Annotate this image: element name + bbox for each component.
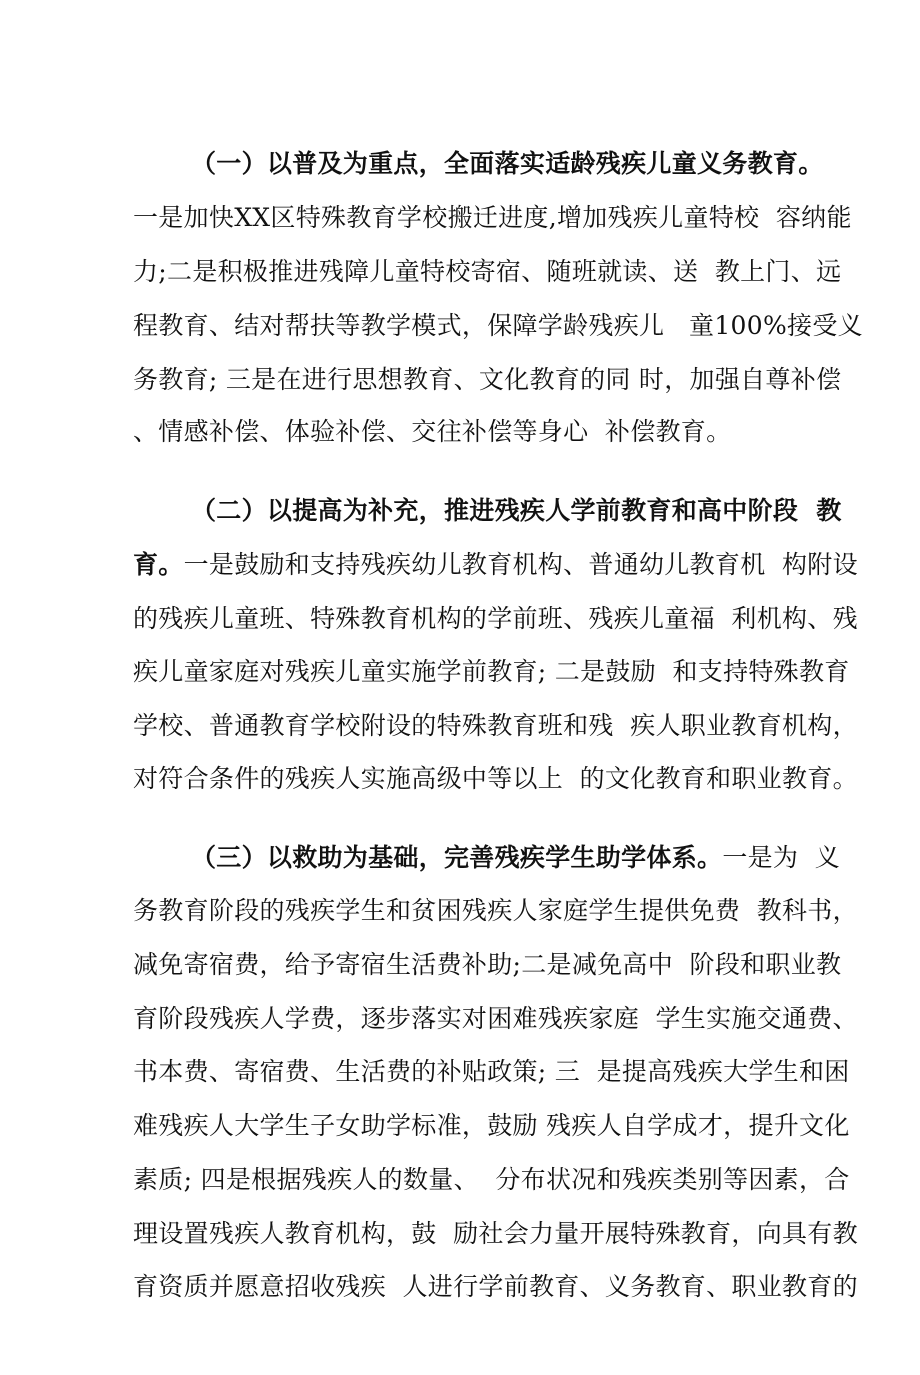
paragraph-text: 的残疾儿童班、特殊教育机构的学前班、残疾儿童福 利机构、残 (133, 604, 858, 633)
paragraph-text: 务教育阶段的残疾学生和贫困残疾人家庭学生提供免费 教科书， (133, 896, 858, 925)
section-heading: （三）以救助为基础，完善残疾学生助学体系。 (191, 843, 723, 872)
paragraph-text: 减免寄宿费，给予寄宿生活费补助;二是减免高中 阶段和职业教 (133, 950, 842, 979)
paragraph-line (100, 606, 850, 686)
paragraph-line (100, 899, 842, 979)
paragraph-text: 一是鼓励和支持残疾幼儿教育机构、普通幼儿教育机 构附设 (183, 550, 858, 579)
paragraph-text: 力;二是积极推进残障儿童特校寄宿、随班就读、送 教上门、远 (133, 257, 842, 286)
paragraph-text: 育资质并愿意招收残疾 人进行学前教育、义务教育、职业教育的 (133, 1272, 858, 1301)
paragraph-line (100, 1114, 850, 1194)
paragraph-text: 育阶段残疾人学费，逐步落实对困难残疾家庭 学生实施交通费、 (133, 1004, 858, 1033)
paragraph-text: 一是为 义 (722, 843, 841, 872)
paragraph-line (100, 845, 858, 925)
paragraph-line (100, 314, 842, 394)
section-3-heading-line (158, 792, 841, 872)
paragraph-text: 、情感补偿、体验补偿、交往补偿等身心 补偿教育。 (133, 417, 732, 446)
section-heading: （二）以提高为补充，推进残疾人学前教育和高中阶段 教 (191, 496, 842, 525)
paragraph-line (100, 1168, 858, 1248)
paragraph-line (100, 660, 858, 740)
paragraph-line (100, 713, 858, 793)
paragraph-text: 务教育; 三是在进行思想教育、文化教育的同 时，加强自尊补偿 (133, 365, 842, 394)
section-2-heading-line (158, 445, 842, 525)
paragraph-line (100, 152, 852, 232)
paragraph-text: 素质; 四是根据残疾人的数量、 分布状况和残疾类别等因素，合 (133, 1165, 850, 1194)
paragraph-text: 书本费、寄宿费、生活费的补贴政策; 三 是提高残疾大学生和困 (133, 1057, 850, 1086)
paragraph-line (100, 553, 858, 633)
paragraph-text: 疾儿童家庭对残疾儿童实施学前教育; 二是鼓励 和支持特殊教育 (133, 657, 850, 686)
paragraph-line (100, 499, 858, 579)
paragraph-line (100, 1060, 850, 1140)
paragraph-text: 学校、普通教育学校附设的特殊教育班和残 疾人职业教育机构， (133, 711, 858, 740)
paragraph-text: 理设置残疾人教育机构，鼓 励社会力量开展特殊教育，向具有教 (133, 1219, 858, 1248)
paragraph-line (100, 1221, 858, 1301)
paragraph-text: 难残疾人大学生子女助学标准，鼓励 残疾人自学成才，提升文化 (133, 1111, 850, 1140)
paragraph-text: 对符合条件的残疾人实施高级中等以上 的文化教育和职业教育。 (133, 764, 858, 793)
paragraph-text: 程教育、结对帮扶等教学模式，保障学龄残疾儿 童100%接受义 (133, 311, 863, 340)
paragraph-line (100, 366, 830, 446)
paragraph-line (100, 1006, 850, 1086)
section-heading: （一）以普及为重点，全面落实适龄残疾儿童义务教育。 (191, 149, 824, 178)
paragraph-line (100, 206, 842, 286)
paragraph-line (100, 260, 863, 340)
paragraph-text: 一是加快XX区特殊教育学校搬迁进度,增加残疾儿童特校 容纳能 (133, 203, 852, 232)
paragraph-line (100, 953, 858, 1033)
section-heading: 育。 (133, 550, 184, 579)
section-1-heading-line (158, 98, 830, 178)
